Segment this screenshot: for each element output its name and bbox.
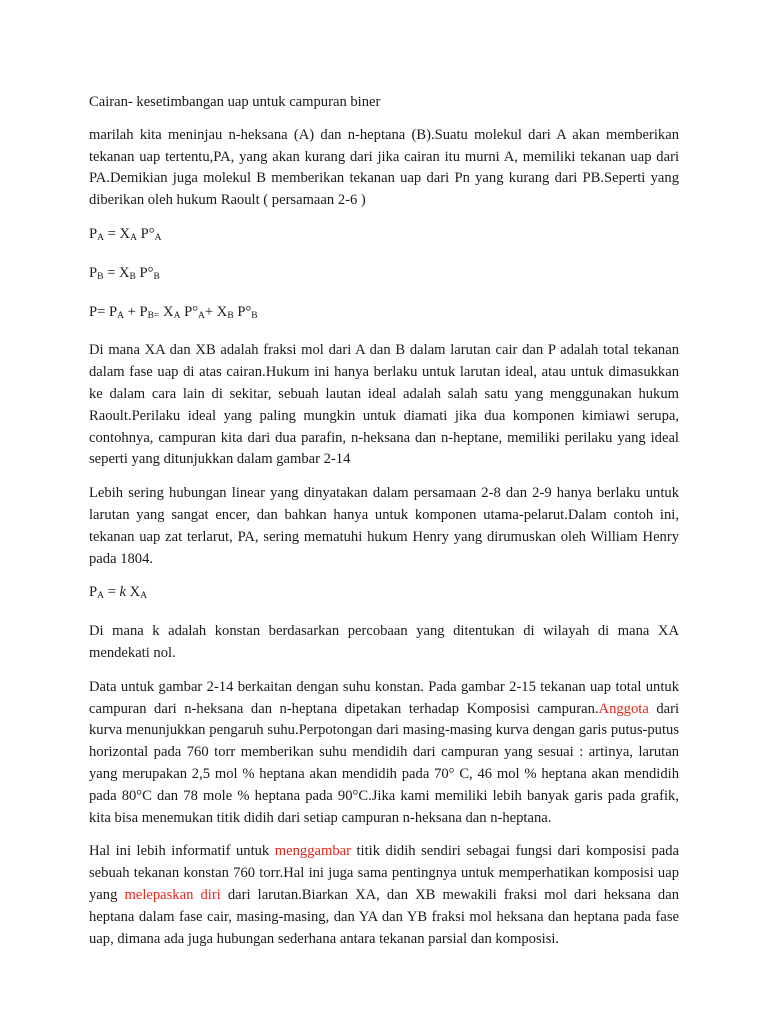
equation-raoult-a: $P_A = X_A$ $P^\circ_A$ bbox=[89, 225, 162, 243]
paragraph-constant-k: Di mana k adalah konstan berdasarkan percobaan yang ditentukan di wilayah di mana XA mendekati nol. bbox=[89, 623, 679, 661]
equation-raoult-b: $P_B = X_B$ $P^\circ_B$ bbox=[89, 264, 160, 282]
paragraph-intro: marilah kita meninjau n-heksana (A) dan n-heptana (B).Suatu molekul dari A akan memberikan tekanan uap tertentu,PA, yang akan kurang dari jika cairan itu murni A, memiliki tekanan uap dari PA.Demikian juga molekul B memberikan tekanan uap dari Pn yang kurang dari PB.Seperti yang diberikan oleh hukum Raoult ( persamaan 2-6 ) bbox=[89, 126, 679, 209]
equation-total-pressure: $P= P_A + P_{B=}$ $X_A$ $P^\circ_A+ X_B$ $P^\circ_B$ bbox=[89, 303, 258, 321]
paragraph-ideal-solution: Di mana XA dan XB adalah fraksi mol dari A dan B dalam larutan cair dan P adalah total tekanan dalam fase uap di atas cairan.Hukum ini hanya berlaku untuk larutan ideal, atau untuk dimasukkan ke dalam cara lain di sekitar, sebuah lautan ideal adalah salah satu yang menggunakan hukum Raoult.Perilaku ideal yang paling mungkin untuk diamati jika dua komponen kimiawi serupa, contohnya, campuran kita dari dua parafin, n-heksana dan n-heptane, memiliki perilaku yang ideal seperti yang ditunjukkan dalam gambar 2-14 bbox=[89, 342, 679, 468]
highlighted-word: menggambar bbox=[274, 843, 351, 860]
equation-henry: $P_A = k$ $X_A$ bbox=[89, 584, 148, 602]
highlighted-word: Anggota bbox=[598, 700, 649, 717]
highlighted-phrase: melepaskan diri bbox=[124, 886, 221, 903]
paragraph-composition: Hal ini lebih informatif untuk menggambar titik didih sendiri sebagai fungsi dari komposisi pada sebuah tekanan konstan 760 torr.Hal ini juga sama pentingnya untuk memperhatikan komposisi uap yang melepaskan diri dari larutan.Biarkan XA, dan XB mewakili fraksi mol dari heksana dan heptana dalam fase cair, masing-masing, dan YA dan YB fraksi mol heksana dan heptana pada fase uap, dimana ada juga hubungan sederhana antara tekanan parsial dan komposisi. bbox=[89, 843, 679, 947]
paragraph-boiling-points: Data untuk gambar 2-14 berkaitan dengan suhu konstan. Pada gambar 2-15 tekanan uap total untuk campuran dari n-heksana dan n-heptana dipetakan terhadap Komposisi campuran.Anggota dari kurva menunjukkan pengaruh suhu.Perpotongan dari masing-masing kurva dengan garis putus-putus horizontal pada 760 torr memberikan suhu mendidih dari campuran yang sesuai : artinya, larutan yang merupakan 2,5 mol % heptana akan mendidih pada 70° C, 46 mol % heptana akan mendidih pada 80°C dan 78 mole % heptana pada 90°C.Jika kami memiliki lebih banyak garis pada grafik, kita bisa menemukan titik didih dari setiap campuran n-heksana dan n-heptana. bbox=[89, 678, 680, 826]
document-page bbox=[89, 92, 679, 962]
document-title: Cairan- kesetimbangan uap untuk campuran biner bbox=[89, 94, 381, 110]
paragraph-henry-law: Lebih sering hubungan linear yang dinyatakan dalam persamaan 2-8 dan 2-9 hanya berlaku untuk larutan yang sangat encer, dan bahkan hanya untuk komponen utama-pelarut.Dalam contoh ini, tekanan uap zat terlarut, PA, sering mematuhi hukum Henry yang dirumuskan oleh William Henry pada 1804. bbox=[89, 485, 679, 567]
